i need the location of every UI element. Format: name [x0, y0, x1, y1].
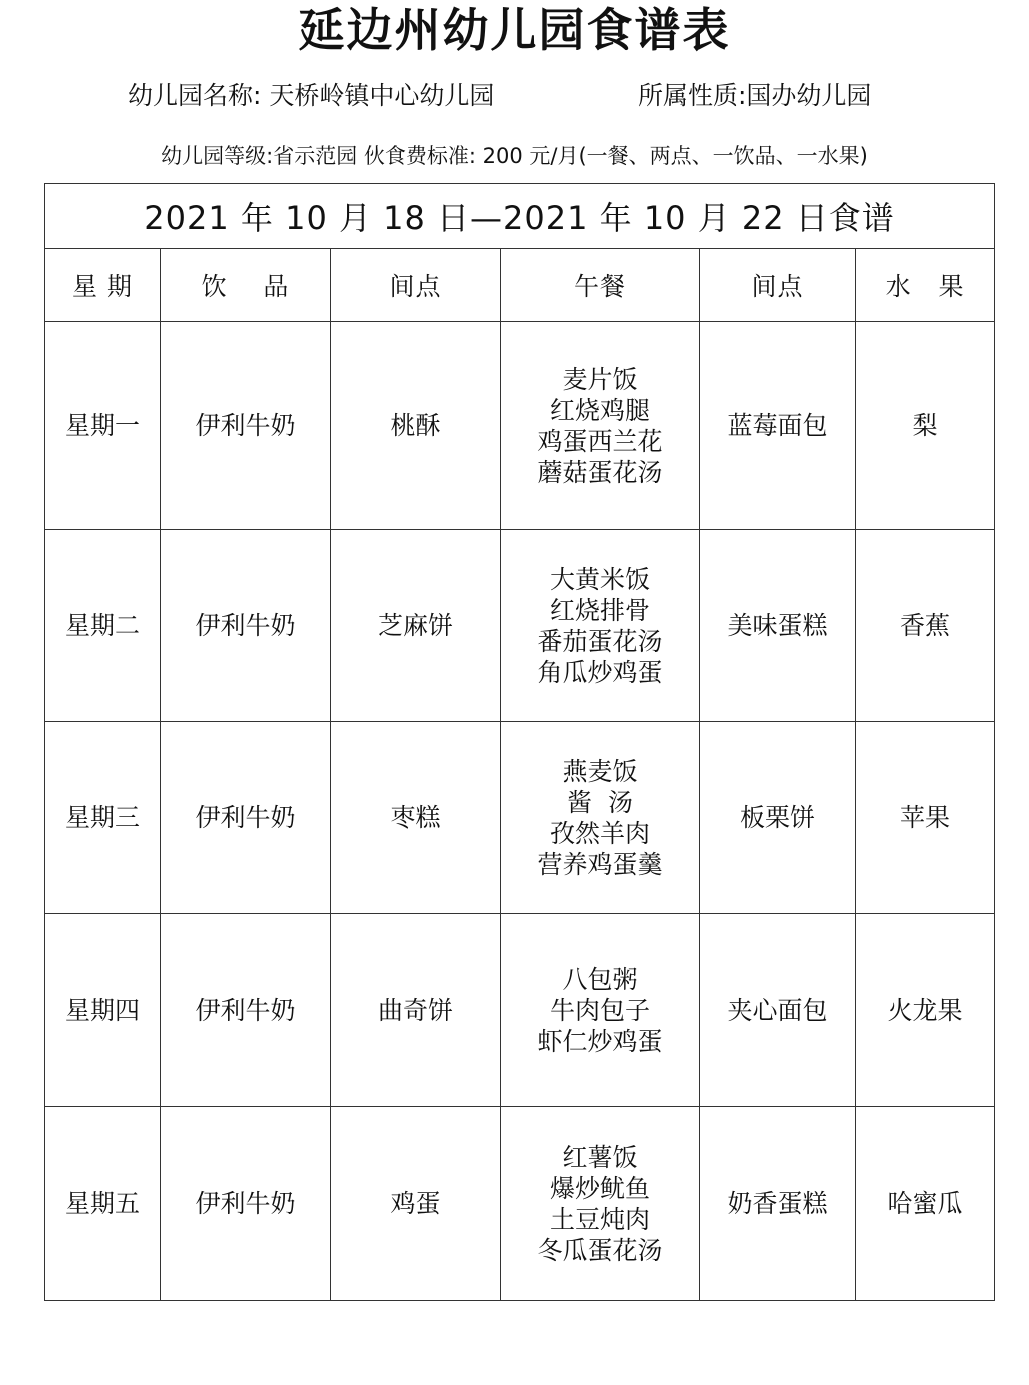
kindergarten-nature: 所属性质:国办幼儿园: [638, 81, 872, 110]
lunch-item: 红薯饭: [562, 1142, 638, 1172]
lunch-item: 番茄蛋花汤: [537, 626, 663, 656]
drink-cell: 伊利牛奶: [161, 322, 331, 530]
day-cell: 星期二: [45, 530, 161, 722]
lunch-item: 八包粥: [562, 964, 638, 994]
fruit-cell: 苹果: [856, 722, 995, 914]
snack1-cell: 鸡蛋: [331, 1107, 501, 1301]
table-row: [45, 722, 995, 914]
header-day: 星 期: [45, 249, 161, 322]
lunch-item: 孜然羊肉: [549, 818, 650, 848]
grade-fee-info: 幼儿园等级:省示范园 伙食费标准: 200 元/月(一餐、两点、一饮品、一水果): [161, 144, 868, 168]
lunch-cell: [501, 722, 700, 914]
info-row: [0, 78, 1029, 114]
snack1-cell: 芝麻饼: [331, 530, 501, 722]
lunch-item: 红烧排骨: [549, 595, 650, 625]
lunch-item: 土豆炖肉: [549, 1204, 650, 1234]
table-row: [45, 914, 995, 1107]
menu-table: [44, 183, 995, 1301]
day-cell: 星期四: [45, 914, 161, 1107]
drink-cell: 伊利牛奶: [161, 722, 331, 914]
drink-cell: 伊利牛奶: [161, 1107, 331, 1301]
day-cell: 星期一: [45, 322, 161, 530]
header-lunch: 午餐: [501, 249, 700, 322]
snack2-cell: 美味蛋糕: [700, 530, 856, 722]
drink-cell: 伊利牛奶: [161, 914, 331, 1107]
lunch-item: 麦片饭: [562, 364, 638, 394]
lunch-item: 红烧鸡腿: [549, 395, 650, 425]
lunch-item: 大黄米饭: [549, 564, 650, 594]
snack1-cell: 曲奇饼: [331, 914, 501, 1107]
lunch-item: 虾仁炒鸡蛋: [537, 1026, 663, 1056]
fruit-cell: 梨: [856, 322, 995, 530]
fruit-cell: 火龙果: [856, 914, 995, 1107]
lunch-item: 营养鸡蛋羹: [537, 849, 663, 879]
lunch-cell: [501, 1107, 700, 1301]
page-title: 延边州幼儿园食谱表: [298, 3, 731, 57]
snack2-cell: 奶香蛋糕: [700, 1107, 856, 1301]
drink-cell: 伊利牛奶: [161, 530, 331, 722]
header-row: [45, 249, 995, 322]
table-row: [45, 530, 995, 722]
day-cell: 星期五: [45, 1107, 161, 1301]
fruit-cell: 香蕉: [856, 530, 995, 722]
fruit-cell: 哈蜜瓜: [856, 1107, 995, 1301]
lunch-item: 爆炒鱿鱼: [549, 1173, 650, 1203]
lunch-item: 燕麦饭: [562, 756, 638, 786]
snack1-cell: 枣糕: [331, 722, 501, 914]
date-range: 2021 年 10 月 18 日—2021 年 10 月 22 日食谱: [45, 184, 995, 249]
lunch-item: 酱 汤: [567, 787, 633, 817]
lunch-item: 角瓜炒鸡蛋: [537, 657, 663, 687]
lunch-item: 鸡蛋西兰花: [537, 426, 663, 456]
snack2-cell: 蓝莓面包: [700, 322, 856, 530]
lunch-cell: [501, 914, 700, 1107]
snack2-cell: 夹心面包: [700, 914, 856, 1107]
lunch-cell: [501, 530, 700, 722]
snack1-cell: 桃酥: [331, 322, 501, 530]
header-snack1: 间点: [331, 249, 501, 322]
header-fruit: 水 果: [856, 249, 995, 322]
lunch-item: 牛肉包子: [549, 995, 650, 1025]
snack2-cell: 板栗饼: [700, 722, 856, 914]
kindergarten-name: 幼儿园名称: 天桥岭镇中心幼儿园: [128, 81, 495, 110]
table-row: [45, 322, 995, 530]
date-row: [45, 184, 995, 249]
lunch-cell: [501, 322, 700, 530]
lunch-item: 蘑菇蛋花汤: [537, 457, 663, 487]
day-cell: 星期三: [45, 722, 161, 914]
header-drink: 饮 品: [161, 249, 331, 322]
header-snack2: 间点: [700, 249, 856, 322]
table-row: [45, 1107, 995, 1301]
lunch-item: 冬瓜蛋花汤: [537, 1235, 663, 1265]
